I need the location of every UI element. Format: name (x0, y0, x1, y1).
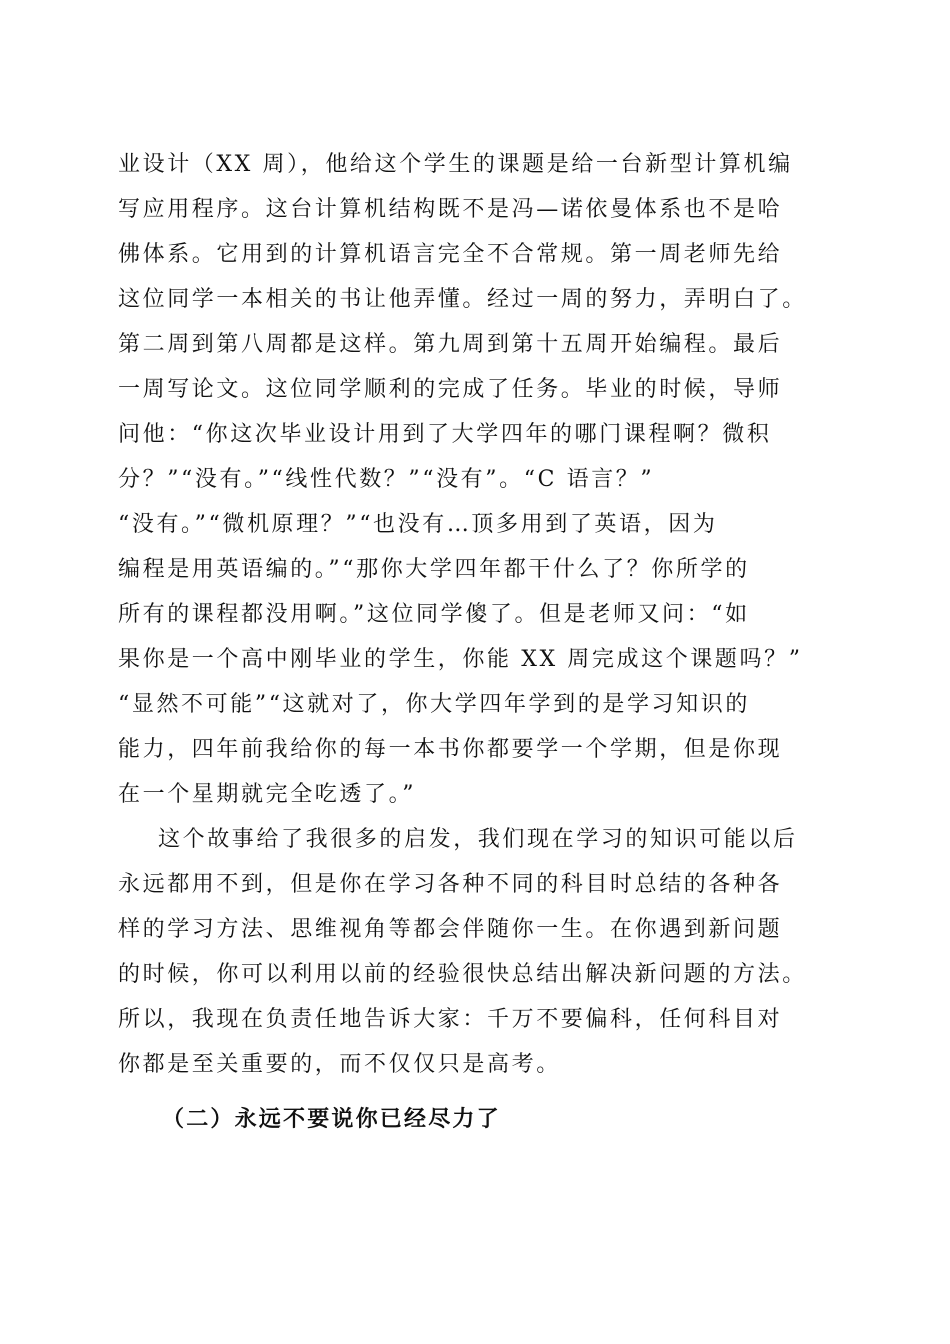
text-line: 能力，四年前我给你的每一本书你都要学一个学期，但是你现 (118, 737, 783, 762)
text-line: 一周写论文。这位同学顺利的完成了任务。毕业的时候，导师 (118, 377, 783, 402)
text-line: 果你是一个高中刚毕业的学生，你能 XX 周完成这个课题吗？” (118, 647, 803, 672)
text-line: 第二周到第八周都是这样。第九周到第十五周开始编程。最后 (118, 332, 783, 357)
document-body (118, 142, 838, 1142)
text-line: 样的学习方法、思维视角等都会伴随你一生。在你遇到新问题 (118, 917, 783, 942)
section-heading: （二）永远不要说你已经尽力了 (162, 1106, 501, 1132)
text-line: 写应用程序。这台计算机结构既不是冯—诺依曼体系也不是哈 (118, 197, 783, 222)
text-line: 分？”“没有。”“线性代数？”“没有”。“C 语言？” (118, 467, 655, 492)
paragraph-story (118, 142, 838, 817)
text-line: 你都是至关重要的，而不仅仅只是高考。 (118, 1052, 561, 1077)
text-line: “显然不可能”“这就对了，你大学四年学到的是学习知识的 (118, 692, 750, 717)
text-line: 这个故事给了我很多的启发，我们现在学习的知识可能以后 (158, 827, 798, 852)
text-line: 的时候，你可以利用以前的经验很快总结出解决新问题的方法。 (118, 962, 807, 987)
text-line: 在一个星期就完全吃透了。” (118, 782, 417, 807)
text-line: 这位同学一本相关的书让他弄懂。经过一周的努力，弄明白了。 (118, 287, 807, 312)
text-line: 所以，我现在负责任地告诉大家：千万不要偏科，任何科目对 (118, 1007, 783, 1032)
text-line: 所有的课程都没用啊。”这位同学傻了。但是老师又问：“如 (118, 602, 750, 627)
text-line: 永远都用不到，但是你在学习各种不同的科目时总结的各种各 (118, 872, 783, 897)
text-line: 编程是用英语编的。”“那你大学四年都干什么了？你所学的 (118, 557, 750, 582)
text-line: 业设计（XX 周），他给这个学生的课题是给一台新型计算机编 (118, 152, 793, 177)
text-line: 问他：“你这次毕业设计用到了大学四年的哪门课程啊？微积 (118, 422, 772, 447)
paragraph-reflection (118, 817, 838, 1087)
text-line: 佛体系。它用到的计算机语言完全不合常规。第一周老师先给 (118, 242, 783, 267)
text-line: “没有。”“微机原理？”“也没有…顶多用到了英语，因为 (118, 512, 718, 537)
